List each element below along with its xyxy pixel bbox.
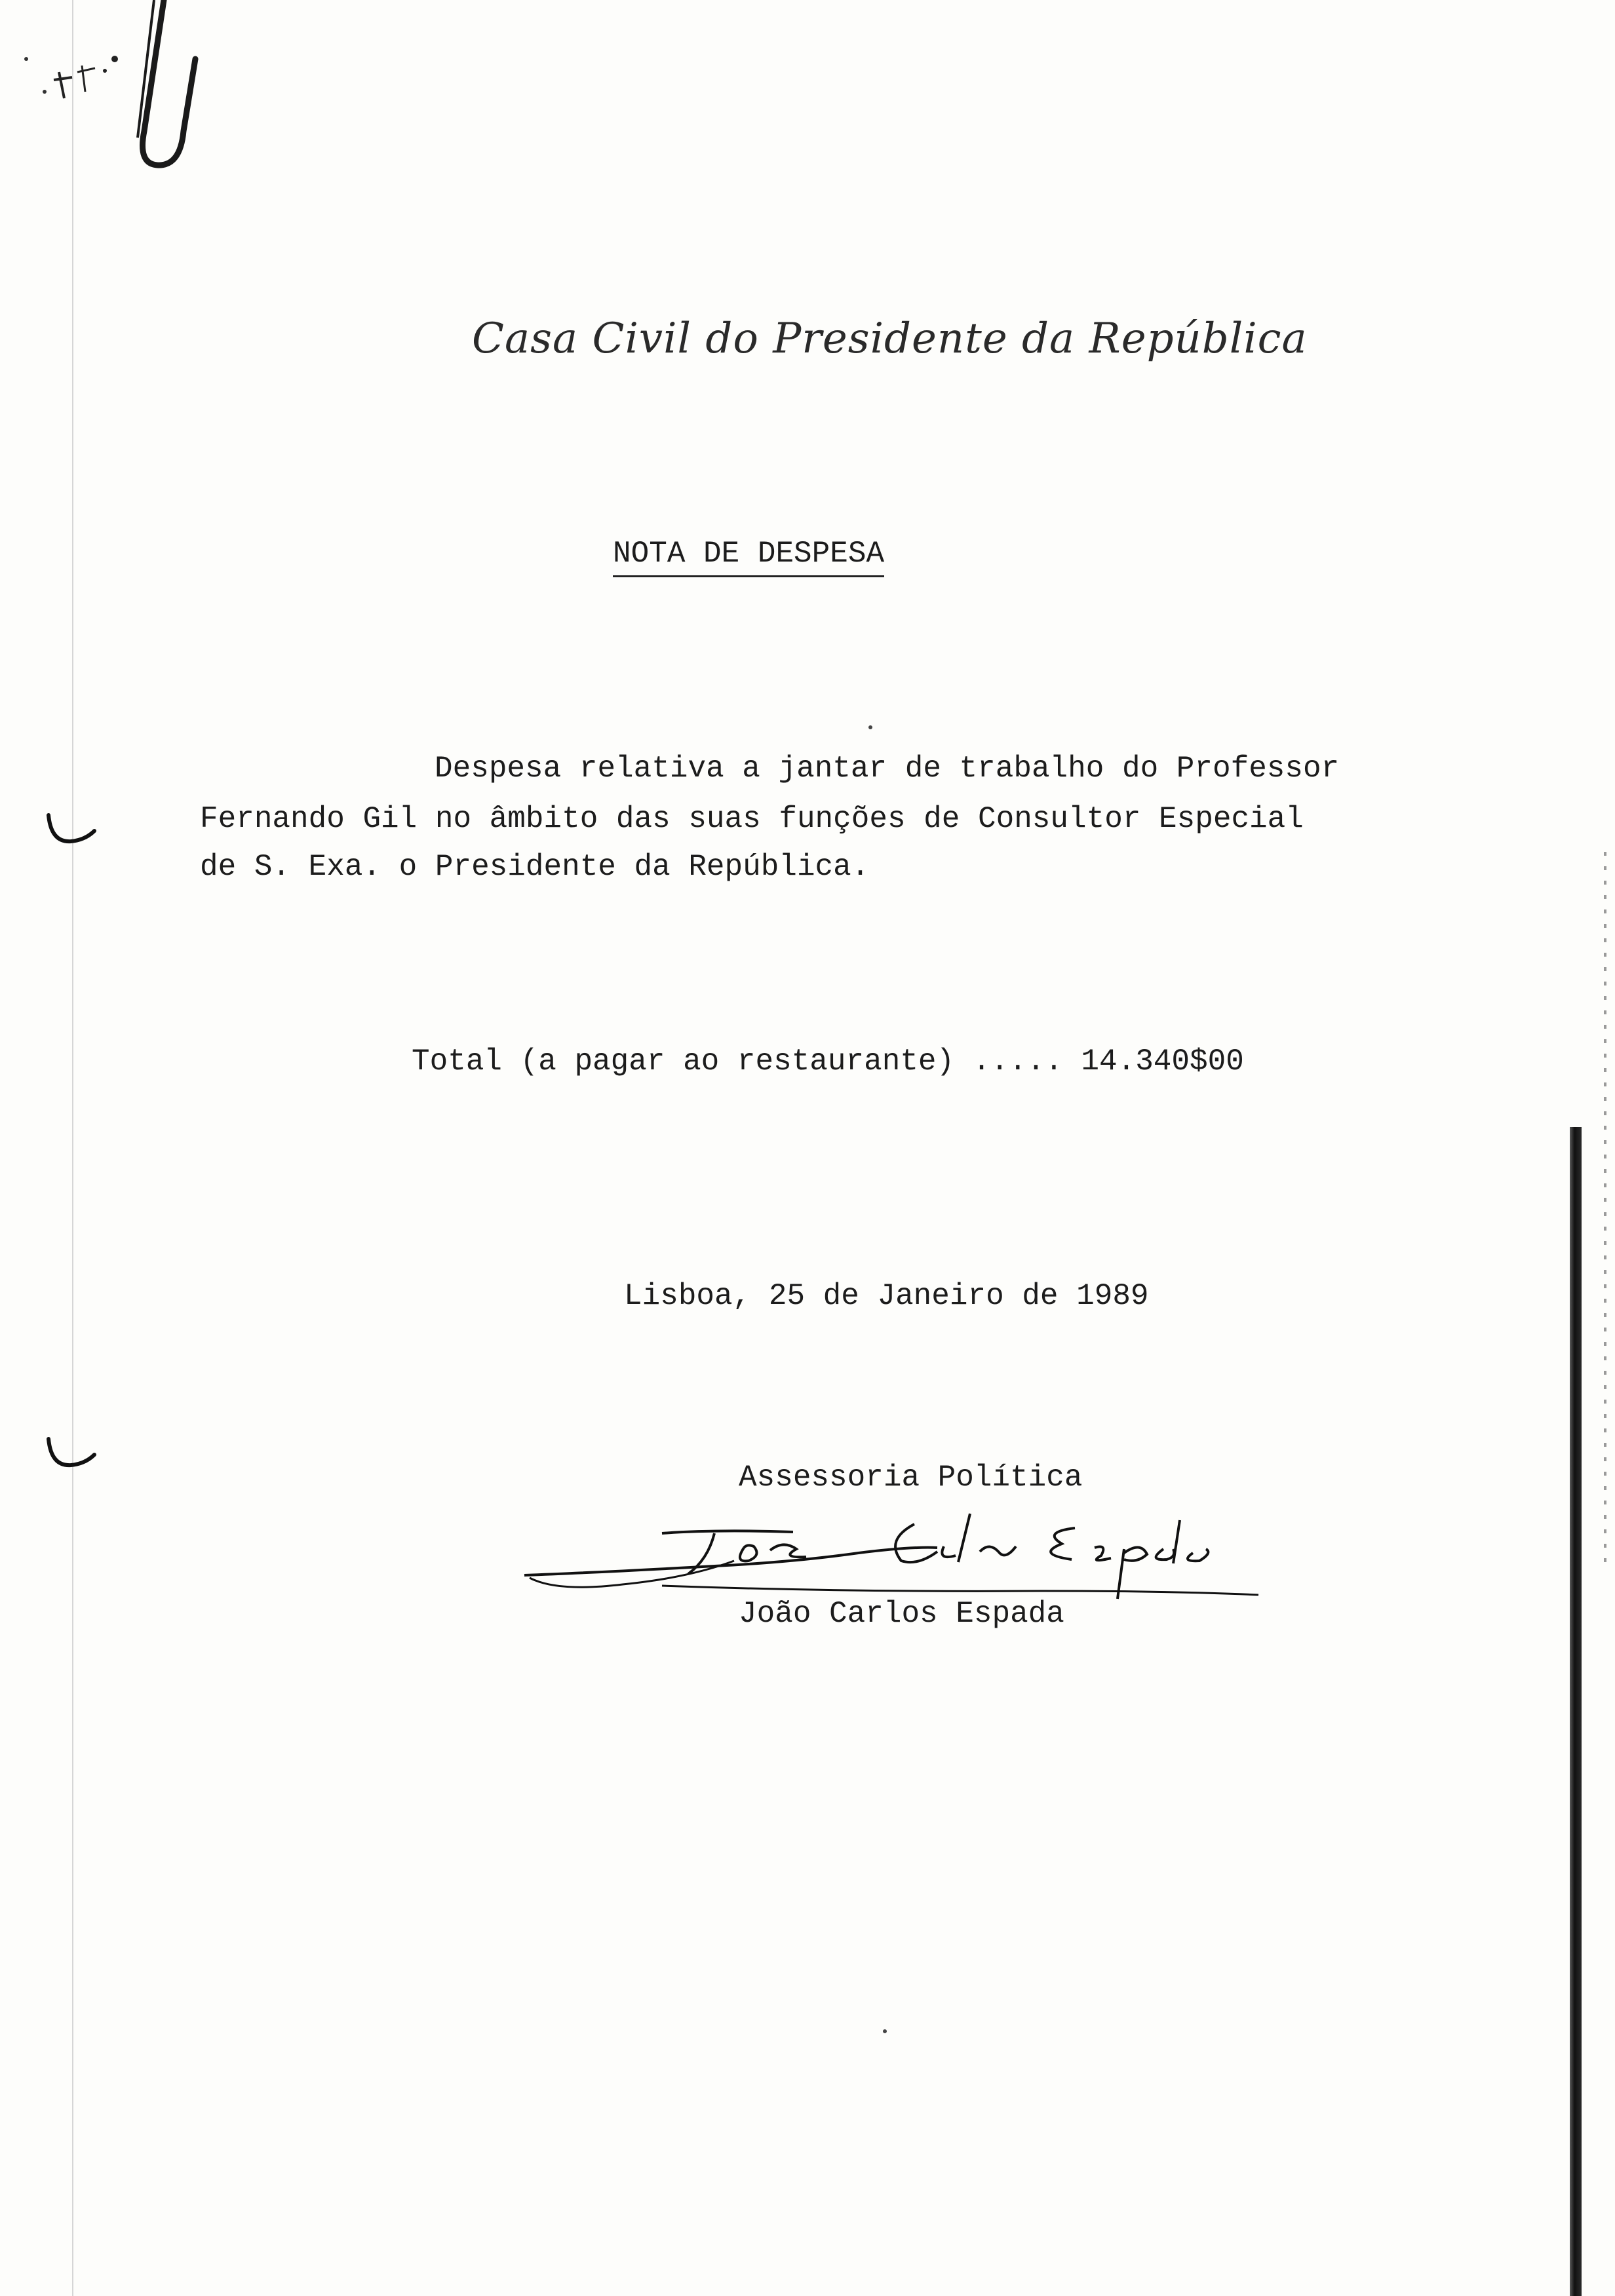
total-amount: 14.340$00 (1081, 1044, 1244, 1079)
total-label: Total (a pagar ao restaurante) (412, 1044, 955, 1079)
date-line: Lisboa, 25 de Janeiro de 1989 (624, 1279, 1149, 1313)
letterhead: Casa Civil do Presidente da República (472, 315, 1308, 363)
signatory-name: João Carlos Espada (739, 1597, 1064, 1631)
total-leader: ..... (972, 1044, 1063, 1079)
corner-specks (13, 26, 125, 105)
left-margin-fold-line (72, 0, 73, 2296)
signature-office: Assessoria Política (739, 1461, 1083, 1495)
body-line-2: Fernando Gil no âmbito das suas funções de Consultor Especial (200, 802, 1304, 836)
total-line (412, 1046, 1244, 1077)
body-line-3: de S. Exa. o Presidente da República. (200, 850, 870, 884)
binding-edge-shadow (1570, 1127, 1582, 2296)
punch-hole-arc-upper (45, 811, 97, 851)
stray-specks (865, 721, 878, 2044)
paper-clip-mark (118, 0, 210, 183)
body-line-1: Despesa relativa a jantar de trabalho do Professor (435, 752, 1340, 786)
handwritten-signature (518, 1501, 1265, 1605)
document-title: NOTA DE DESPESA (613, 539, 884, 577)
punch-hole-arc-lower (45, 1435, 97, 1474)
binding-perforation (1604, 852, 1606, 1573)
